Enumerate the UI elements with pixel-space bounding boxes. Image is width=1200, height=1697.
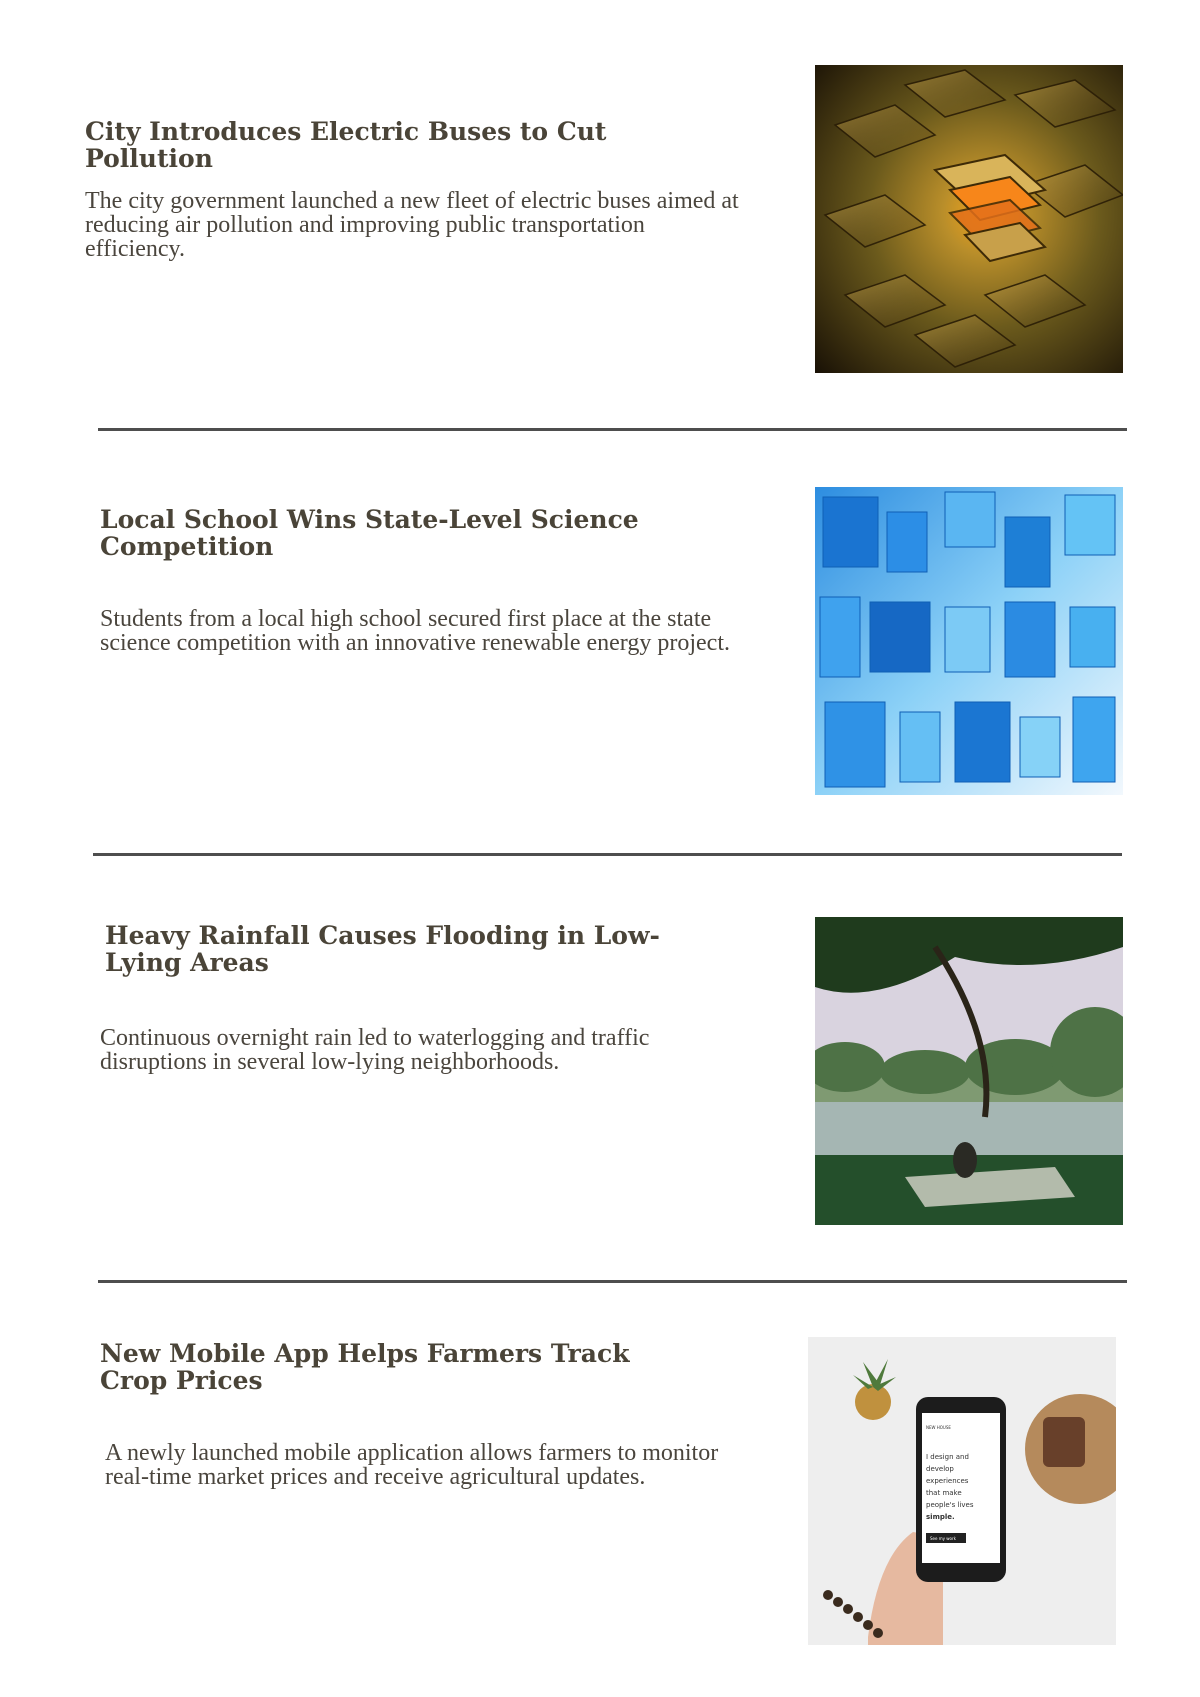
smartphone-image [808, 1337, 1116, 1645]
park-lake-image [815, 917, 1123, 1225]
article-headline[interactable]: Local School Wins State-Level Science Competition [100, 505, 639, 561]
article-2 [0, 430, 1200, 850]
article-image[interactable] [815, 65, 1123, 373]
section-divider [98, 1280, 1127, 1283]
article-image[interactable] [815, 487, 1123, 795]
phone-line-6: simple. [926, 1513, 955, 1521]
phone-line-2: develop [926, 1465, 954, 1473]
article-summary: The city government launched a new fleet of electric buses aimed at reducing air pollution and improving public transportation efficiency. [85, 188, 739, 262]
article-summary: A newly launched mobile application allows farmers to monitor real-time market prices and receive agricultural updates. [105, 1440, 719, 1490]
article-headline[interactable]: New Mobile App Helps Farmers Track Crop Prices [100, 1339, 630, 1395]
article-headline[interactable]: Heavy Rainfall Causes Flooding in Low-Lying Areas [105, 921, 660, 977]
phone-line-1: I design and [926, 1453, 969, 1461]
article-3 [0, 855, 1200, 1285]
article-summary: Continuous overnight rain led to waterlogging and traffic disruptions in several low-lying neighborhoods. [100, 1025, 650, 1075]
phone-line-5: people's lives [926, 1501, 974, 1509]
blue-cubes-image [815, 487, 1123, 795]
article-image[interactable] [815, 917, 1123, 1225]
phone-button: See my work [930, 1536, 956, 1541]
article-headline[interactable]: City Introduces Electric Buses to Cut Pollution [85, 117, 607, 173]
phone-line-3: experiences [926, 1477, 969, 1485]
article-1 [0, 0, 1200, 430]
article-4 [0, 1285, 1200, 1697]
golden-cubes-image [815, 65, 1123, 373]
phone-line-4: that make [926, 1489, 962, 1497]
article-image[interactable] [808, 1337, 1116, 1645]
article-summary: Students from a local high school secured first place at the state science competition with an innovative renewable energy project. [100, 606, 730, 656]
phone-brand: NEW HOUSE [926, 1425, 951, 1430]
